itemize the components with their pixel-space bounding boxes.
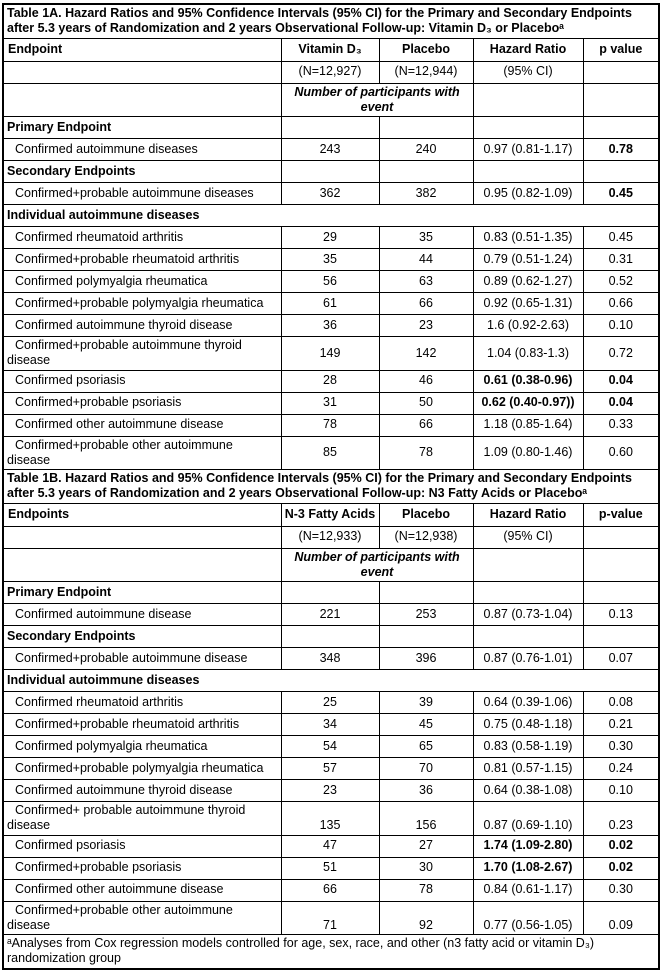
empty-cell (583, 626, 659, 648)
table-1b-row (3, 879, 659, 901)
p-value-cell: 0.78 (583, 139, 659, 161)
table-1a-row (3, 315, 659, 337)
hazard-ratio-cell: 0.87 (0.76-1.01) (473, 648, 583, 670)
placebo-count-cell: 70 (379, 758, 473, 780)
endpoint-label: Confirmed+ probable autoimmune thyroid disease (3, 802, 281, 836)
placebo-count-cell: 46 (379, 370, 473, 392)
empty-cell (379, 582, 473, 604)
table-1b-participants-row (3, 548, 659, 582)
placebo-count-cell: 78 (379, 436, 473, 470)
table-1b-row (3, 901, 659, 935)
table-1a-header-row (3, 38, 659, 61)
empty-cell (473, 626, 583, 648)
placebo-count-cell: 66 (379, 414, 473, 436)
treatment-count-cell: 56 (281, 271, 379, 293)
hazard-ratio-cell: 0.87 (0.73-1.04) (473, 604, 583, 626)
table-1a-row (3, 370, 659, 392)
subcolumn-header: (N=12,938) (379, 526, 473, 548)
treatment-count-cell: 34 (281, 714, 379, 736)
endpoint-label: Confirmed+probable rheumatoid arthritis (3, 249, 281, 271)
participants-note: Number of participants with event (281, 83, 473, 117)
placebo-count-cell: 44 (379, 249, 473, 271)
placebo-count-cell: 253 (379, 604, 473, 626)
p-value-cell: 0.52 (583, 271, 659, 293)
empty-cell (473, 117, 583, 139)
hazard-ratio-cell: 1.09 (0.80-1.46) (473, 436, 583, 470)
table-1a-row (3, 414, 659, 436)
hazard-ratio-table (2, 3, 660, 970)
empty-cell (281, 117, 379, 139)
table-1b-row (3, 780, 659, 802)
p-value-cell: 0.02 (583, 857, 659, 879)
treatment-count-cell: 51 (281, 857, 379, 879)
column-header: Placebo (379, 38, 473, 61)
empty-cell (379, 161, 473, 183)
p-value-cell: 0.10 (583, 780, 659, 802)
p-value-cell: 0.45 (583, 227, 659, 249)
placebo-count-cell: 78 (379, 879, 473, 901)
table-1b-header-row (3, 503, 659, 526)
subcolumn-header (3, 61, 281, 83)
placebo-count-cell: 65 (379, 736, 473, 758)
hazard-ratio-cell: 0.75 (0.48-1.18) (473, 714, 583, 736)
placebo-count-cell: 39 (379, 692, 473, 714)
p-value-cell: 0.66 (583, 293, 659, 315)
p-value-cell: 0.24 (583, 758, 659, 780)
table-1a-row (3, 337, 659, 371)
hazard-ratio-cell: 0.97 (0.81-1.17) (473, 139, 583, 161)
p-value-cell: 0.30 (583, 879, 659, 901)
column-header: Hazard Ratio (473, 503, 583, 526)
p-value-cell: 0.08 (583, 692, 659, 714)
endpoint-label: Confirmed+probable rheumatoid arthritis (3, 714, 281, 736)
empty-cell (583, 582, 659, 604)
hazard-ratio-cell: 0.95 (0.82-1.09) (473, 183, 583, 205)
placebo-count-cell: 30 (379, 857, 473, 879)
empty-cell (583, 548, 659, 582)
endpoint-label: Confirmed+probable psoriasis (3, 857, 281, 879)
table-1b-row (3, 857, 659, 879)
treatment-count-cell: 35 (281, 249, 379, 271)
table-1a-row (3, 183, 659, 205)
treatment-count-cell: 66 (281, 879, 379, 901)
placebo-count-cell: 142 (379, 337, 473, 371)
table-1b-row (3, 736, 659, 758)
treatment-count-cell: 71 (281, 901, 379, 935)
table-1a-row (3, 117, 659, 139)
table-1a-row (3, 227, 659, 249)
subcolumn-header: (N=12,933) (281, 526, 379, 548)
placebo-count-cell: 45 (379, 714, 473, 736)
table-footnote: ᵃAnalyses from Cox regression models controlled for age, sex, race, and other (n3 fatty acid or vitamin D₃) randomization group (3, 935, 659, 969)
table-1a-row (3, 436, 659, 470)
empty-cell (3, 83, 281, 117)
table-1a-row (3, 249, 659, 271)
table-1b-row (3, 626, 659, 648)
placebo-count-cell: 156 (379, 802, 473, 836)
empty-cell (379, 626, 473, 648)
endpoint-label: Confirmed+probable polymyalgia rheumatica (3, 293, 281, 315)
empty-cell (473, 548, 583, 582)
hazard-ratio-cell: 0.83 (0.58-1.19) (473, 736, 583, 758)
section-header: Individual autoimmune diseases (3, 205, 659, 227)
endpoint-label: Confirmed psoriasis (3, 835, 281, 857)
table-1a-row (3, 205, 659, 227)
hazard-ratio-cell: 0.87 (0.69-1.10) (473, 802, 583, 836)
subcolumn-header (583, 526, 659, 548)
p-value-cell: 0.60 (583, 436, 659, 470)
placebo-count-cell: 27 (379, 835, 473, 857)
hazard-ratio-cell: 1.18 (0.85-1.64) (473, 414, 583, 436)
column-header: p value (583, 38, 659, 61)
treatment-count-cell: 243 (281, 139, 379, 161)
hazard-ratio-cell: 0.83 (0.51-1.35) (473, 227, 583, 249)
hazard-ratio-cell: 0.77 (0.56-1.05) (473, 901, 583, 935)
column-header: p-value (583, 503, 659, 526)
placebo-count-cell: 35 (379, 227, 473, 249)
hazard-ratio-cell: 1.70 (1.08-2.67) (473, 857, 583, 879)
subcolumn-header: (95% CI) (473, 526, 583, 548)
empty-cell (379, 117, 473, 139)
p-value-cell: 0.21 (583, 714, 659, 736)
hazard-ratio-cell: 0.62 (0.40-0.97)) (473, 392, 583, 414)
endpoint-label: Confirmed autoimmune disease (3, 604, 281, 626)
hazard-ratio-cell: 1.74 (1.09-2.80) (473, 835, 583, 857)
p-value-cell: 0.30 (583, 736, 659, 758)
p-value-cell: 0.72 (583, 337, 659, 371)
placebo-count-cell: 63 (379, 271, 473, 293)
empty-cell (281, 626, 379, 648)
table-1b-row (3, 692, 659, 714)
treatment-count-cell: 57 (281, 758, 379, 780)
column-header: Vitamin D₃ (281, 38, 379, 61)
empty-cell (281, 161, 379, 183)
table-1b-subheader-row (3, 526, 659, 548)
table-1a-participants-row (3, 83, 659, 117)
hazard-ratio-cell: 1.04 (0.83-1.3) (473, 337, 583, 371)
empty-cell (473, 161, 583, 183)
treatment-count-cell: 29 (281, 227, 379, 249)
table-1a-row (3, 271, 659, 293)
endpoint-label: Confirmed+probable other autoimmune disease (3, 901, 281, 935)
endpoint-label: Confirmed rheumatoid arthritis (3, 227, 281, 249)
subcolumn-header (3, 526, 281, 548)
endpoint-label: Confirmed psoriasis (3, 370, 281, 392)
table-1a-row (3, 139, 659, 161)
placebo-count-cell: 240 (379, 139, 473, 161)
treatment-count-cell: 135 (281, 802, 379, 836)
hazard-ratio-cell: 0.64 (0.39-1.06) (473, 692, 583, 714)
table-1b-row (3, 835, 659, 857)
section-header: Primary Endpoint (3, 117, 281, 139)
hazard-ratio-cell: 0.92 (0.65-1.31) (473, 293, 583, 315)
column-header: Placebo (379, 503, 473, 526)
hazard-ratio-cell: 0.89 (0.62-1.27) (473, 271, 583, 293)
empty-cell (583, 117, 659, 139)
placebo-count-cell: 36 (379, 780, 473, 802)
table-1b-title-row (3, 470, 659, 504)
placebo-count-cell: 92 (379, 901, 473, 935)
table-1a-row (3, 161, 659, 183)
subcolumn-header: (N=12,927) (281, 61, 379, 83)
placebo-count-cell: 66 (379, 293, 473, 315)
section-header: Individual autoimmune diseases (3, 670, 659, 692)
p-value-cell: 0.31 (583, 249, 659, 271)
treatment-count-cell: 54 (281, 736, 379, 758)
treatment-count-cell: 221 (281, 604, 379, 626)
section-header: Secondary Endpoints (3, 161, 281, 183)
subcolumn-header: (N=12,944) (379, 61, 473, 83)
table-1a-title-row (3, 4, 659, 38)
subcolumn-header (583, 61, 659, 83)
p-value-cell: 0.23 (583, 802, 659, 836)
hazard-ratio-cell: 1.6 (0.92-2.63) (473, 315, 583, 337)
table-1b-row (3, 758, 659, 780)
p-value-cell: 0.33 (583, 414, 659, 436)
p-value-cell: 0.02 (583, 835, 659, 857)
table-1b-row (3, 670, 659, 692)
empty-cell (3, 548, 281, 582)
p-value-cell: 0.45 (583, 183, 659, 205)
placebo-count-cell: 382 (379, 183, 473, 205)
section-header: Primary Endpoint (3, 582, 281, 604)
table-1b-row (3, 648, 659, 670)
treatment-count-cell: 85 (281, 436, 379, 470)
table-1b-row (3, 802, 659, 836)
endpoint-label: Confirmed+probable polymyalgia rheumatica (3, 758, 281, 780)
treatment-count-cell: 31 (281, 392, 379, 414)
treatment-count-cell: 23 (281, 780, 379, 802)
endpoint-label: Confirmed+probable other autoimmune disease (3, 436, 281, 470)
table-body (3, 4, 659, 969)
section-header: Secondary Endpoints (3, 626, 281, 648)
empty-cell (281, 582, 379, 604)
p-value-cell: 0.09 (583, 901, 659, 935)
treatment-count-cell: 78 (281, 414, 379, 436)
endpoint-label: Confirmed polymyalgia rheumatica (3, 271, 281, 293)
endpoint-label: Confirmed other autoimmune disease (3, 879, 281, 901)
table-1a-subheader-row (3, 61, 659, 83)
table-1b-row (3, 582, 659, 604)
subcolumn-header: (95% CI) (473, 61, 583, 83)
table-1a-row (3, 392, 659, 414)
hazard-ratio-cell: 0.61 (0.38-0.96) (473, 370, 583, 392)
endpoint-label: Confirmed other autoimmune disease (3, 414, 281, 436)
hazard-ratio-cell: 0.79 (0.51-1.24) (473, 249, 583, 271)
hazard-ratio-cell: 0.84 (0.61-1.17) (473, 879, 583, 901)
hazard-ratio-cell: 0.81 (0.57-1.15) (473, 758, 583, 780)
column-header: Hazard Ratio (473, 38, 583, 61)
participants-note: Number of participants with event (281, 548, 473, 582)
table-1b-row (3, 604, 659, 626)
p-value-cell: 0.13 (583, 604, 659, 626)
p-value-cell: 0.04 (583, 392, 659, 414)
empty-cell (583, 161, 659, 183)
endpoint-label: Confirmed+probable autoimmune disease (3, 648, 281, 670)
endpoint-label: Confirmed autoimmune thyroid disease (3, 780, 281, 802)
placebo-count-cell: 396 (379, 648, 473, 670)
endpoint-label: Confirmed+probable autoimmune thyroid disease (3, 337, 281, 371)
treatment-count-cell: 149 (281, 337, 379, 371)
treatment-count-cell: 47 (281, 835, 379, 857)
table-1b-row (3, 714, 659, 736)
endpoint-label: Confirmed+probable psoriasis (3, 392, 281, 414)
placebo-count-cell: 50 (379, 392, 473, 414)
table-1a-row (3, 293, 659, 315)
endpoint-label: Confirmed autoimmune diseases (3, 139, 281, 161)
endpoint-label: Confirmed+probable autoimmune diseases (3, 183, 281, 205)
endpoint-label: Confirmed polymyalgia rheumatica (3, 736, 281, 758)
p-value-cell: 0.10 (583, 315, 659, 337)
empty-cell (583, 83, 659, 117)
empty-cell (473, 83, 583, 117)
treatment-count-cell: 36 (281, 315, 379, 337)
column-header: Endpoint (3, 38, 281, 61)
footnote-row (3, 935, 659, 969)
treatment-count-cell: 362 (281, 183, 379, 205)
endpoint-label: Confirmed rheumatoid arthritis (3, 692, 281, 714)
hazard-ratio-cell: 0.64 (0.38-1.08) (473, 780, 583, 802)
placebo-count-cell: 23 (379, 315, 473, 337)
table-title: Table 1B. Hazard Ratios and 95% Confidence Intervals (95% CI) for the Primary and Secondary Endpoints after 5.3 years of Randomization and 2 years Observational Follow-up: N3 Fatty Acids or Placeboᵃ (3, 470, 659, 504)
p-value-cell: 0.04 (583, 370, 659, 392)
endpoint-label: Confirmed autoimmune thyroid disease (3, 315, 281, 337)
table-title: Table 1A. Hazard Ratios and 95% Confidence Intervals (95% CI) for the Primary and Secondary Endpoints after 5.3 years of Randomization and 2 years Observational Follow-up: Vitamin D₃ or Placeboᵃ (3, 4, 659, 38)
treatment-count-cell: 348 (281, 648, 379, 670)
treatment-count-cell: 28 (281, 370, 379, 392)
p-value-cell: 0.07 (583, 648, 659, 670)
column-header: Endpoints (3, 503, 281, 526)
treatment-count-cell: 61 (281, 293, 379, 315)
empty-cell (473, 582, 583, 604)
column-header: N-3 Fatty Acids (281, 503, 379, 526)
treatment-count-cell: 25 (281, 692, 379, 714)
